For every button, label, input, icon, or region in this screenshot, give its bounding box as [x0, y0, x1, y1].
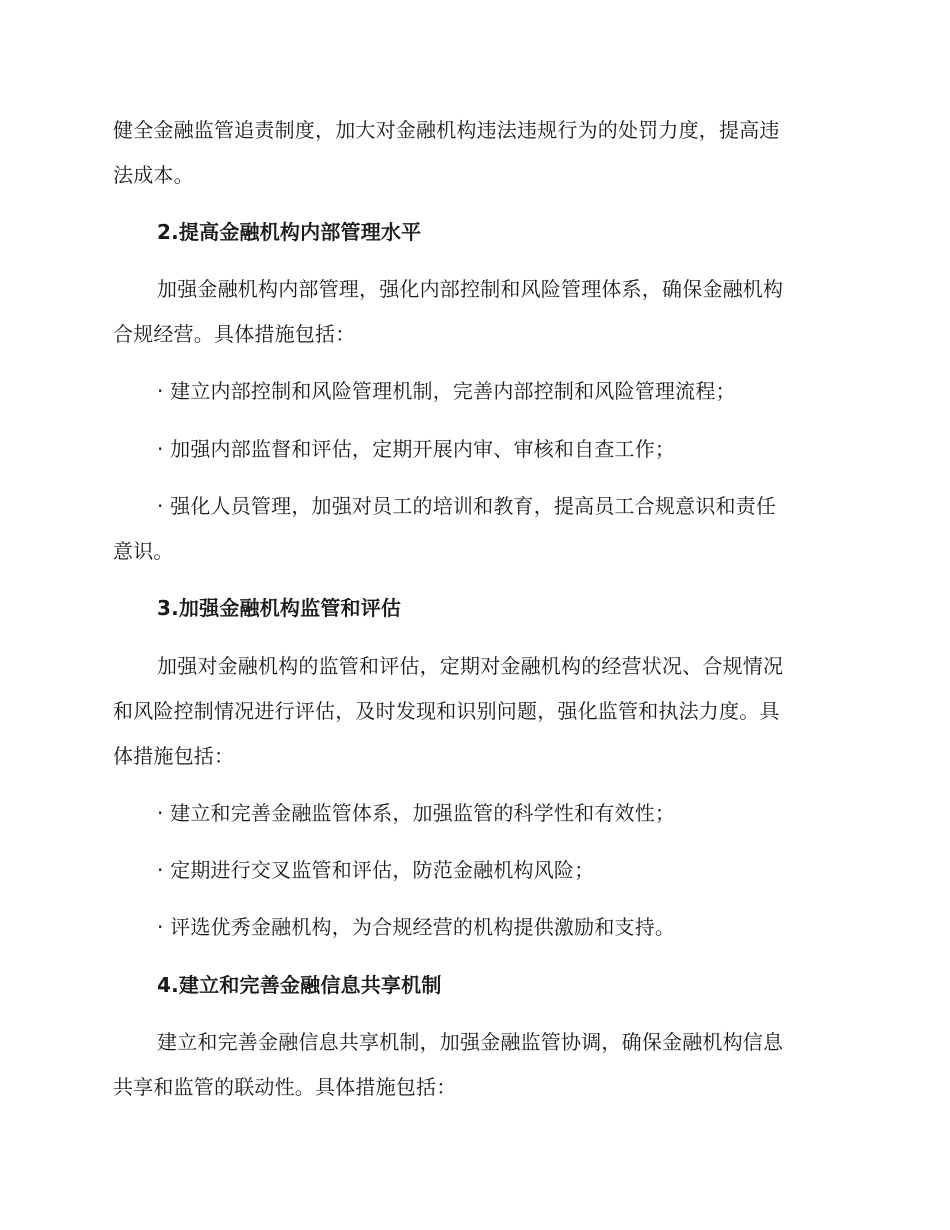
bullet-item-continuation: 意识。 [113, 539, 174, 563]
bullet-item: · 加强内部监督和评估，定期开展内审、审核和自查工作； [157, 437, 676, 461]
bullet-item: · 评选优秀金融机构，为合规经营的机构提供激励和支持。 [157, 915, 676, 939]
bullet-item: · 定期进行交叉监管和评估，防范金融机构风险； [157, 858, 595, 882]
paragraph-line: 建立和完善金融信息共享机制，加强金融监管协调，确保金融机构信息 [157, 1030, 784, 1054]
paragraph-line: 加强对金融机构的监管和评估，定期对金融机构的经营状况、合规情况 [157, 654, 784, 678]
section-heading: 2.提高金融机构内部管理水平 [157, 220, 422, 244]
paragraph-line: 加强金融机构内部管理，强化内部控制和风险管理体系，确保金融机构 [157, 277, 784, 301]
paragraph-line: 和风险控制情况进行评估，及时发现和识别问题，强化监管和执法力度。具 [113, 699, 780, 723]
paragraph-line: 合规经营。具体措施包括： [113, 322, 356, 346]
section-heading: 4.建立和完善金融信息共享机制 [157, 973, 442, 997]
section-heading: 3.加强金融机构监管和评估 [157, 596, 402, 620]
paragraph-line: 健全金融监管追责制度，加大对金融机构违法违规行为的处罚力度，提高违 [113, 118, 780, 142]
paragraph-line: 共享和监管的联动性。具体措施包括： [113, 1075, 457, 1099]
bullet-item: · 建立内部控制和风险管理机制，完善内部控制和风险管理流程； [157, 379, 736, 403]
bullet-item: · 强化人员管理，加强对员工的培训和教育，提高员工合规意识和责任 [157, 494, 777, 518]
bullet-item: · 建立和完善金融监管体系，加强监管的科学性和有效性； [157, 801, 676, 825]
paragraph-line: 体措施包括： [113, 744, 235, 768]
paragraph-line: 法成本。 [113, 163, 194, 187]
